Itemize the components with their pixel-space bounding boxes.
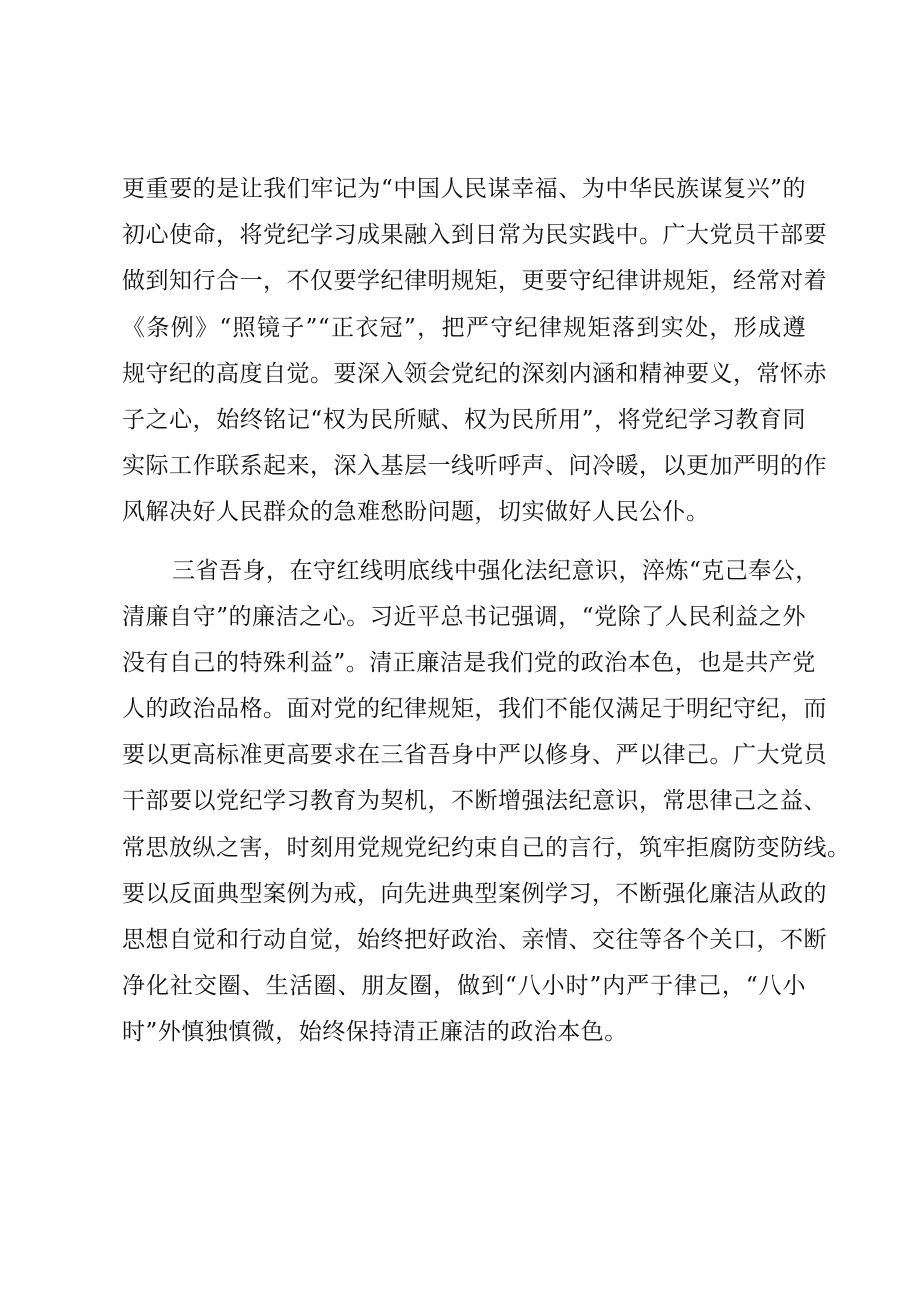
paragraph-1-line-7: 实际工作联系起来，深入基层一线听呼声、问冷暖，以更加严明的作 xyxy=(122,453,827,480)
paragraph-1-line-8: 风解决好人民群众的急难愁盼问题，切实做好人民公仆。 xyxy=(122,499,710,526)
paragraph-1-line-1: 更重要的是让我们牢记为“中国人民谋幸福、为中华民族谋复兴”的 xyxy=(122,176,806,202)
paragraph-2-line-7: 常思放纵之害，时刻用党规党纪约束自己的言行，筑牢拒腐防变防线。 xyxy=(122,834,851,861)
paragraph-2-line-11: 时”外慎独慎微，始终保持清正廉洁的政治本色。 xyxy=(122,1019,628,1046)
paragraph-spacer xyxy=(122,536,806,548)
paragraph-2-line-9: 思想自觉和行动自觉，始终把好政治、亲情、交往等各个关口，不断 xyxy=(122,927,827,953)
paragraph-1-line-5: 规守纪的高度自觉。要深入领会党纪的深刻内涵和精神要义，常怀赤 xyxy=(122,360,827,387)
paragraph-2 xyxy=(122,548,851,1056)
paragraph-2-line-8: 要以反面典型案例为戒，向先进典型案例学习，不断强化廉洁从政的 xyxy=(122,880,827,907)
paragraph-2-line-5: 要以更高标准更高要求在三省吾身中严以修身、严以律己。广大党员 xyxy=(122,742,827,769)
paragraph-1-line-6: 子之心，始终铭记“权为民所赋、权为民所用”，将党纪学习教育同 xyxy=(122,406,806,433)
document-body xyxy=(122,166,851,1056)
paragraph-2-line-2: 清廉自守”的廉洁之心。习近平总书记强调，“党除了人民利益之外 xyxy=(122,603,806,630)
paragraph-2-line-3: 没有自己的特殊利益”。清正廉洁是我们党的政治本色，也是共产党 xyxy=(122,649,816,676)
paragraph-2-line-1: 三省吾身，在守红线明底线中强化法纪意识，淬炼“克己奉公， xyxy=(172,557,819,584)
paragraph-2-line-4: 人的政治品格。面对党的纪律规矩，我们不能仅满足于明纪守纪，而 xyxy=(122,696,827,723)
paragraph-1-line-2: 初心使命，将党纪学习成果融入到日常为民实践中。广大党员干部要 xyxy=(122,222,827,249)
paragraph-2-line-10: 净化社交圈、生活圈、朋友圈，做到“八小时”内严于律己，“八小 xyxy=(122,973,806,1000)
paragraph-1 xyxy=(122,166,827,536)
paragraph-1-line-4: 《条例》“照镜子”“正衣冠”，把严守纪律规矩落到实处，形成遵 xyxy=(122,314,806,341)
paragraph-2-line-6: 干部要以党纪学习教育为契机，不断增强法纪意识，常思律己之益、 xyxy=(122,788,827,815)
paragraph-1-line-3: 做到知行合一，不仅要学纪律明规矩，更要守纪律讲规矩，经常对着 xyxy=(122,268,827,295)
